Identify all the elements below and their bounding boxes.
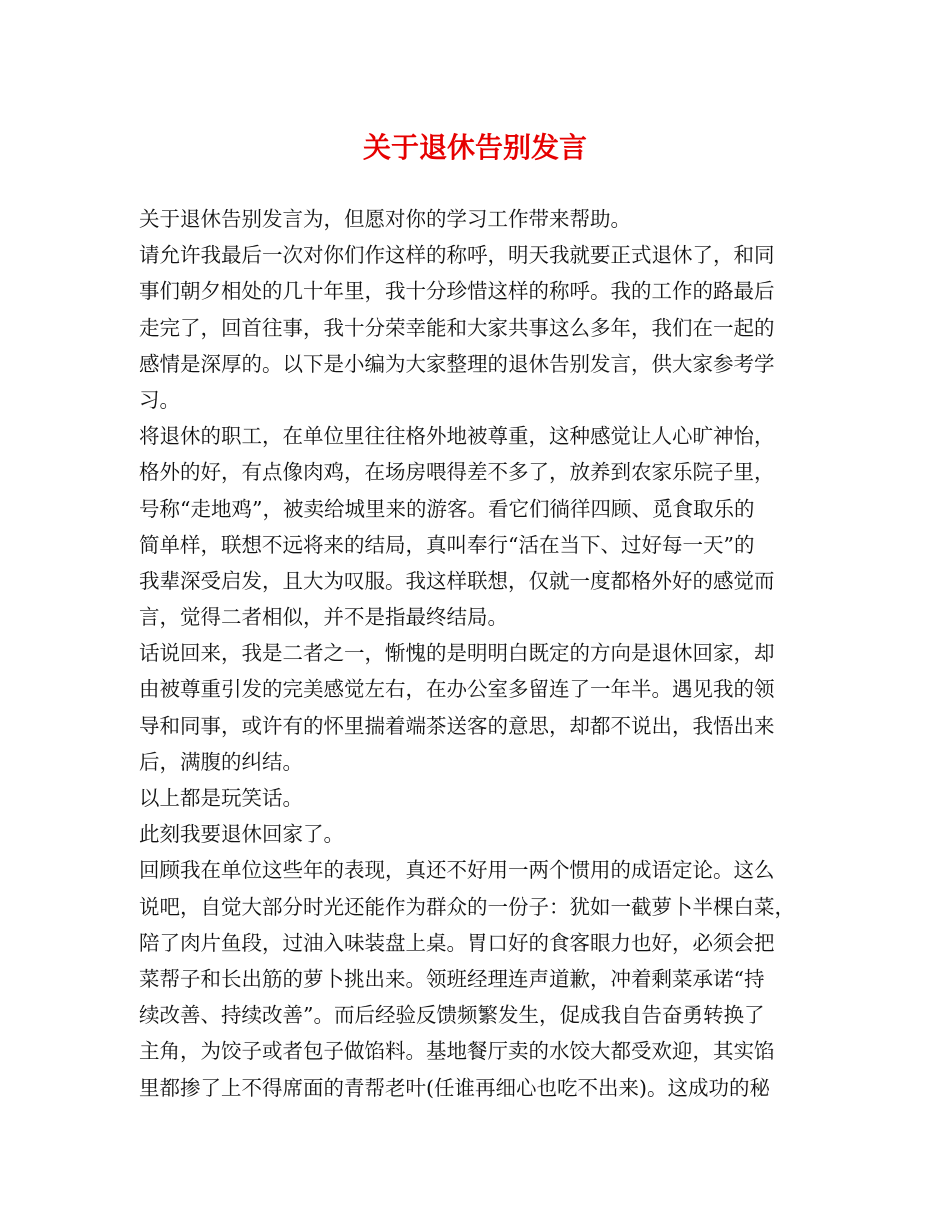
document-title: 关于退休告别发言 (362, 131, 587, 164)
text-line: 事们朝夕相处的几十年里，我十分珍惜这样的称呼。我的工作的路最后 (139, 279, 775, 304)
text-line: 走完了，回首往事，我十分荣幸能和大家共事这么多年，我们在一起的 (139, 315, 775, 340)
text-line: 回顾我在单位这些年的表现，真还不好用一两个惯用的成语定论。这么 (139, 858, 775, 883)
text-line: 菜帮子和长出筋的萝卜挑出来。领班经理连声道歉，冲着剩菜承诺“持 (139, 966, 765, 991)
text-line: 后，满腹的纠结。 (139, 749, 303, 774)
text-line: 导和同事，或许有的怀里揣着端茶送客的意思，却都不说出，我悟出来 (139, 713, 775, 738)
text-line: 由被尊重引发的完美感觉左右，在办公室多留连了一年半。遇见我的领 (139, 677, 775, 702)
text-line: 陪了肉片鱼段，过油入味装盘上桌。胃口好的食客眼力也好，必须会把 (139, 930, 775, 955)
document-body (139, 201, 819, 1106)
text-line: 习。 (139, 387, 180, 412)
text-line: 里都掺了上不得席面的青帮老叶(任谁再细心也吃不出来)。这成功的秘 (139, 1075, 770, 1100)
text-line: 主角，为饺子或者包子做馅料。基地餐厅卖的水饺大都受欢迎，其实馅 (139, 1039, 775, 1064)
text-line: 我辈深受启发，且大为叹服。我这样联想，仅就一度都格外好的感觉而 (139, 568, 775, 593)
text-line: 感情是深厚的。以下是小编为大家整理的退休告别发言，供大家参考学 (139, 351, 775, 376)
text-line: 关于退休告别发言为，但愿对你的学习工作带来帮助。 (139, 207, 631, 231)
text-line: 将退休的职工，在单位里往往格外地被尊重，这种感觉让人心旷神怡， (139, 424, 775, 449)
text-line: 说吧，自觉大部分时光还能作为群众的一份子：犹如一截萝卜半棵白菜， (139, 894, 795, 919)
text-line: 以上都是玩笑话。 (139, 786, 303, 810)
text-line: 号称“走地鸡”，被卖给城里来的游客。看它们徜徉四顾、觅食取乐的 (139, 496, 755, 521)
text-line: 请允许我最后一次对你们作这样的称呼，明天我就要正式退休了，和同 (139, 243, 775, 268)
text-line: 话说回来，我是二者之一，惭愧的是明明白既定的方向是退休回家，却 (139, 641, 775, 666)
text-line: 简单样，联想不远将来的结局，真叫奉行“活在当下、过好每一天”的 (139, 532, 755, 557)
text-line: 言，觉得二者相似，并不是指最终结局。 (139, 605, 508, 630)
text-line: 续改善、持续改善”。而后经验反馈频繁发生，促成我自告奋勇转换了 (139, 1003, 765, 1028)
text-line: 格外的好，有点像肉鸡，在场房喂得差不多了，放养到农家乐院子里， (139, 460, 775, 485)
text-line: 此刻我要退休回家了。 (139, 822, 344, 847)
